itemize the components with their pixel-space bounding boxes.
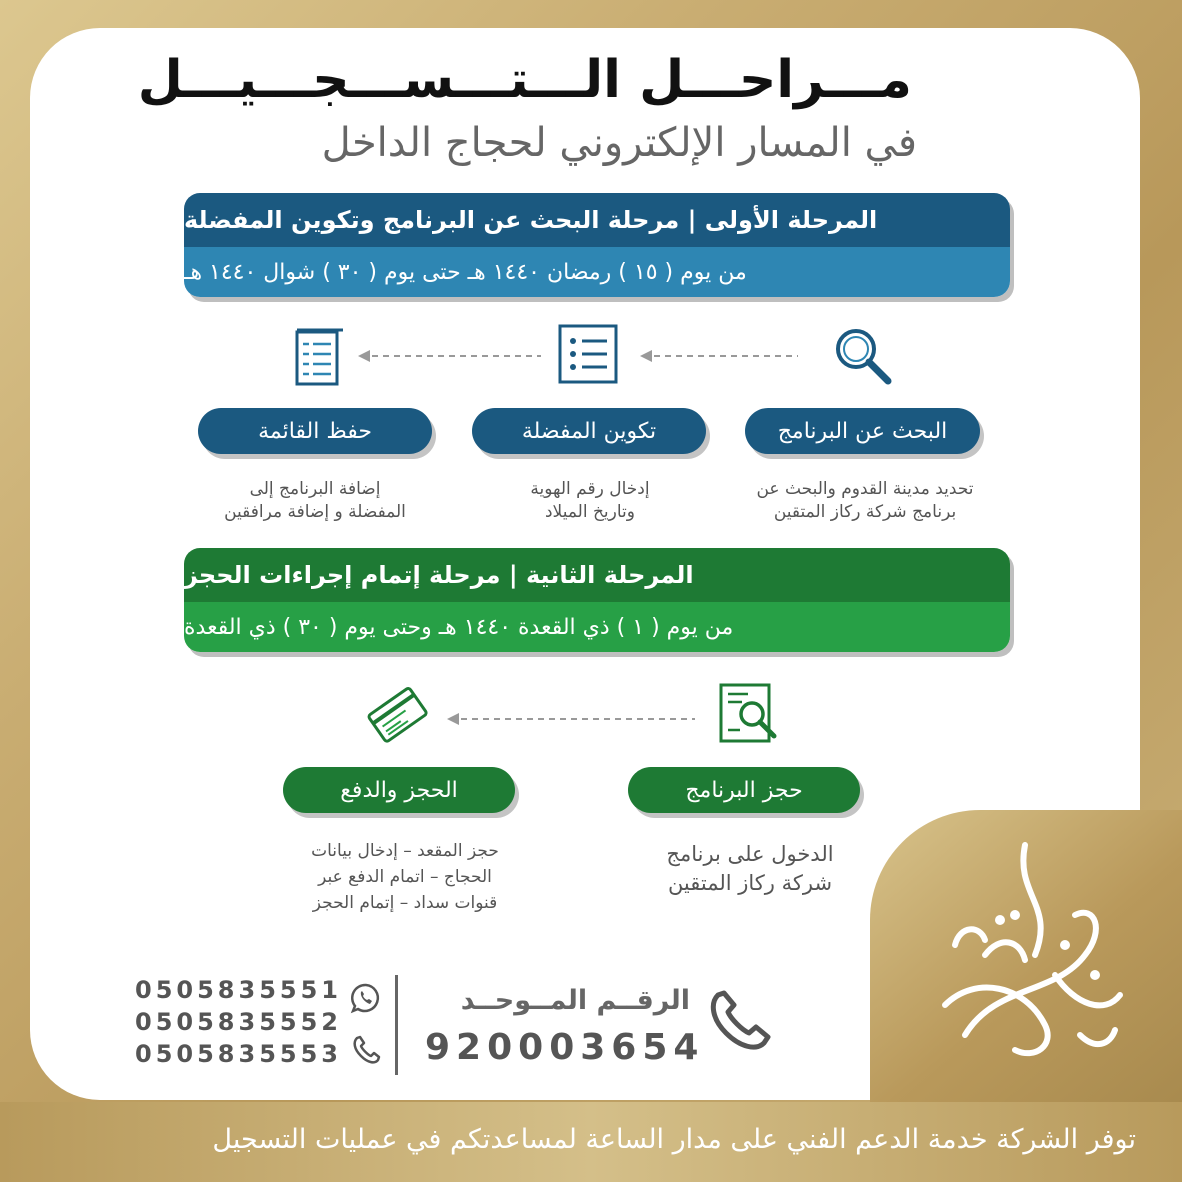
step-book-program-desc: الدخول على برنامج شركة ركاز المتقين — [666, 842, 834, 895]
phone-number[interactable]: 0505835552 — [135, 1008, 342, 1036]
credit-card-icon — [366, 683, 428, 745]
phone-small-icon — [350, 1034, 382, 1066]
unified-number-label: الرقــم المــوحــد — [460, 985, 690, 1016]
footer-banner — [0, 1102, 1182, 1182]
phone-number[interactable]: 0505835551 — [135, 976, 342, 1004]
step-build-favorites: تكوين المفضلة — [472, 408, 706, 454]
phone-list — [135, 976, 342, 1072]
phase-one-heading: المرحلة الأولى | مرحلة البحث عن البرنامج وتكوين المفضلة — [184, 193, 1010, 247]
whatsapp-icon — [350, 982, 382, 1014]
contact-divider — [395, 975, 398, 1075]
step-save-list-desc: إضافة البرنامج إلى المفضلة و إضافة مرافقين — [224, 479, 406, 522]
company-calligraphy-logo — [905, 835, 1145, 1075]
phone-icon — [704, 985, 776, 1057]
phase-two-period: من يوم ( ١ ) ذي القعدة ١٤٤٠ هـ وحتى يوم ( ٣٠ ) ذي القعدة — [184, 602, 1010, 652]
step-booking-payment-desc: حجز المقعد – إدخال بيانات الحجاج – اتمام الدفع عبر قنوات سداد – إتمام الحجز — [311, 841, 499, 913]
flow-arrow — [447, 713, 697, 725]
search-icon — [832, 325, 894, 387]
flow-arrow — [358, 350, 543, 362]
flow-arrow — [640, 350, 800, 362]
checklist-icon — [293, 326, 345, 386]
unified-number[interactable]: 920003654 — [425, 1027, 705, 1068]
step-save-list: حفظ القائمة — [198, 408, 432, 454]
step-search-program-desc: تحديد مدينة القدوم والبحث عن برنامج شركة ركاز المتقين — [756, 479, 974, 522]
phase-two-banner — [184, 548, 1010, 652]
phase-one-banner — [184, 193, 1010, 297]
step-book-program: حجز البرنامج — [628, 767, 860, 813]
starred-list-icon — [557, 323, 619, 385]
phone-number[interactable]: 0505835553 — [135, 1040, 342, 1068]
step-booking-payment: الحجز والدفع — [283, 767, 515, 813]
phase-two-heading: المرحلة الثانية | مرحلة إتمام إجراءات الحجز — [184, 548, 1010, 602]
step-build-favorites-desc: إدخال رقم الهوية وتاريخ الميلاد — [530, 479, 650, 522]
step-search-program: البحث عن البرنامج — [745, 408, 980, 454]
page-subtitle: في المسار الإلكتروني لحجاج الداخل — [321, 120, 917, 166]
document-search-icon — [718, 682, 780, 744]
page-title: مـــراحـــل الـــتـــســـجـــيـــل — [137, 50, 912, 110]
phase-one-period: من يوم ( ١٥ ) رمضان ١٤٤٠ هـ حتى يوم ( ٣٠ ) شوال ١٤٤٠ هـ — [184, 247, 1010, 297]
footer-text: توفر الشركة خدمة الدعم الفني على مدار الساعة لمساعدتكم في عمليات التسجيل — [212, 1124, 1136, 1155]
